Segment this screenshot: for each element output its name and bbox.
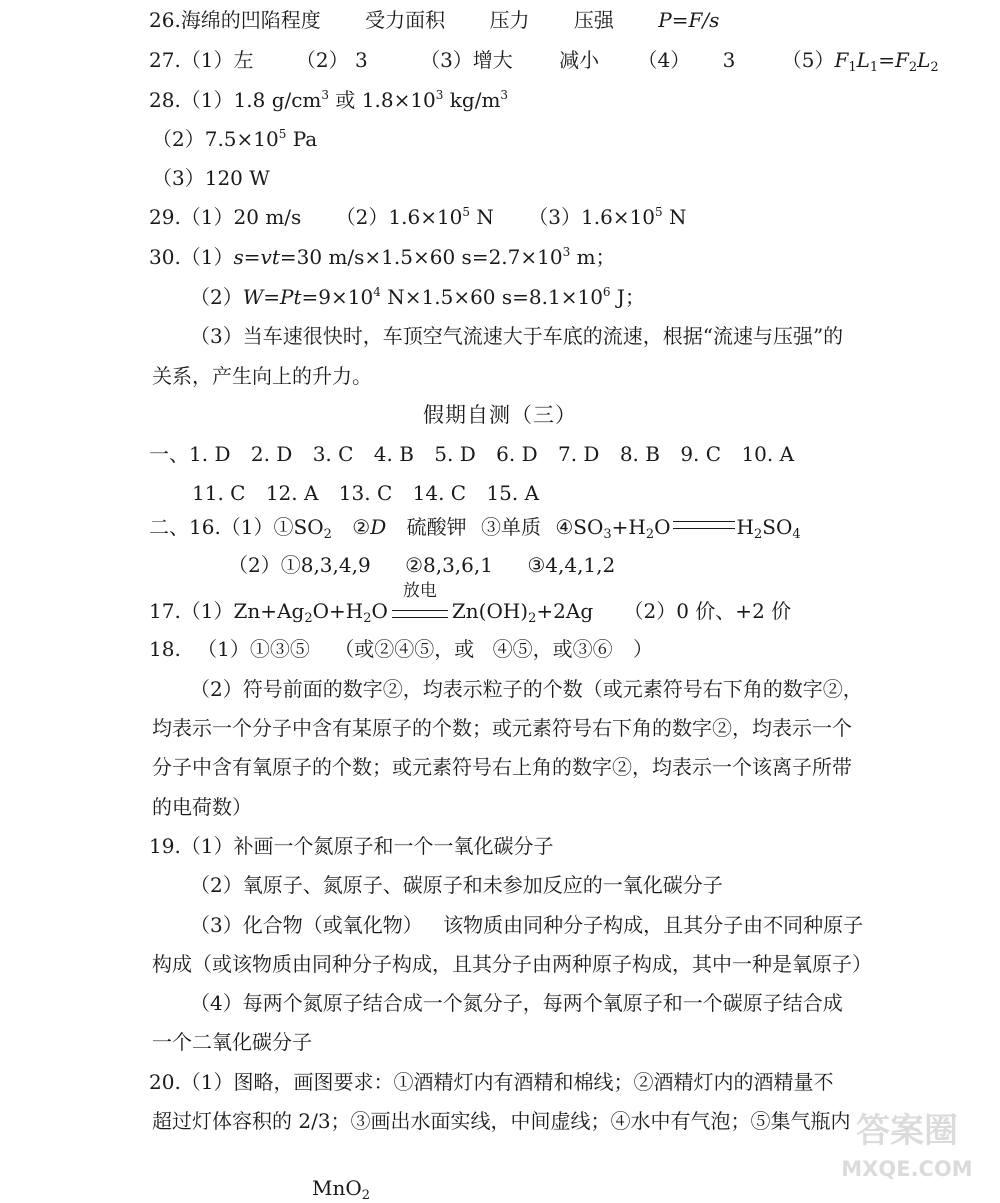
answer-28-1 <box>149 88 508 112</box>
answer-18-2-cont-2 <box>152 755 852 779</box>
q-number: 18. <box>149 637 181 661</box>
superscript: 5 <box>462 205 471 219</box>
reaction-condition <box>392 581 448 618</box>
answer-text: 硫酸钾 <box>406 515 467 539</box>
mc-answer: 8. B <box>619 442 660 466</box>
answer-19-1 <box>149 834 554 858</box>
answer-17 <box>149 581 792 626</box>
answer-text: （3）增大 <box>420 48 513 72</box>
answer-text: O <box>654 515 671 539</box>
answer-text: （3）当车速很快时，车顶空气流速大于车底的流速，根据“流速与压强”的 <box>190 324 844 348</box>
answer-30-3 <box>190 324 843 348</box>
answer-text: ④⑤，或③⑥ <box>492 637 613 661</box>
answer-16-2 <box>228 553 615 577</box>
answer-text: （2） <box>190 285 243 309</box>
catalyst-label <box>312 1176 371 1203</box>
answer-text: 一个二氧化碳分子 <box>152 1030 312 1054</box>
answer-text: =9×10 <box>301 285 374 309</box>
answer-text: 构成（或该物质由同种分子构成，且其分子由两种原子构成，其中一种是氧原子） <box>152 952 872 976</box>
mc-answer: 14. C <box>412 481 467 505</box>
answer-text: 关系，产生向上的升力。 <box>152 364 372 388</box>
answer-text: Pa <box>286 127 318 151</box>
formula: L <box>917 48 931 72</box>
equals-sign <box>392 610 448 618</box>
q-number: 26. <box>149 8 181 32</box>
answer-text: 减小 <box>559 48 600 72</box>
answer-text: 二、16.（1）①SO <box>149 515 324 539</box>
superscript: 3 <box>435 88 444 102</box>
answer-text: （3）1.6×10 <box>528 205 656 229</box>
answer-text: （2）氧原子、氮原子、碳原子和未参加反应的一氧化碳分子 <box>190 873 723 897</box>
answer-text: ②8,3,6,1 <box>405 553 493 577</box>
subscript: 3 <box>603 527 612 542</box>
mc-answer: 7. D <box>557 442 600 466</box>
answer-text: N <box>662 205 687 229</box>
answer-30-1 <box>149 245 616 269</box>
formula: s=vt <box>233 245 280 269</box>
answer-text: +2Ag <box>536 599 594 623</box>
answer-text: 均表示一个分子中含有某原子的个数；或元素符号右下角的数字②，均表示一个 <box>152 716 852 740</box>
answer-text: （1）①③⑤ <box>197 637 310 661</box>
answer-text: O+H <box>312 599 364 623</box>
answer-text: ③4,4,1,2 <box>527 553 616 577</box>
answer-text: （2） 3 <box>295 48 368 72</box>
subscript: 2 <box>528 611 537 626</box>
answer-27 <box>149 48 939 75</box>
answer-text: 压力 <box>489 8 530 32</box>
mc-answer: 9. C <box>680 442 722 466</box>
superscript: 4 <box>373 285 381 299</box>
subscript: 2 <box>930 60 939 75</box>
answer-18-2-cont-3 <box>152 795 252 819</box>
answer-18-2 <box>190 677 863 701</box>
answer-text: J； <box>610 285 645 309</box>
subscript: 4 <box>792 527 801 542</box>
answer-text: （2）7.5×10 <box>152 127 279 151</box>
answer-text: （4） <box>637 48 691 72</box>
mc-answer: 5. D <box>434 442 476 466</box>
subscript: 2 <box>645 527 655 542</box>
mc-answer: 3. C <box>312 442 354 466</box>
answer-text: Zn(OH) <box>451 599 529 623</box>
answer-text: （2）符号前面的数字②，均表示粒子的个数（或元素符号右下角的数字②， <box>190 677 863 701</box>
condition-label: 放电 <box>402 581 437 601</box>
answer-19-3-cont <box>152 952 872 976</box>
answer-text: m； <box>570 245 616 269</box>
answer-text: （2）0 价、+2 价 <box>623 599 792 623</box>
answer-text: 20.（1）图略，画图要求：①酒精灯内有酒精和棉线；②酒精灯内的酒精量不 <box>149 1070 834 1094</box>
answer-text: （3）120 W <box>152 166 270 190</box>
mc-answers-row-1 <box>149 442 794 466</box>
answer-text: 的电荷数） <box>152 795 252 819</box>
answer-text: （4）每两个氮原子结合成一个氮分子，每两个氧原子和一个碳原子结合成 <box>190 991 843 1015</box>
answer-19-4-cont <box>152 1030 312 1054</box>
mc-answer: 12. A <box>265 481 319 505</box>
answer-19-2 <box>190 873 723 897</box>
answer-19-4 <box>190 991 843 1015</box>
answer-20-1-cont <box>152 1109 851 1133</box>
superscript: 3 <box>562 245 571 259</box>
answer-text: 该物质由同种分子构成，且其分子由不同种原子 <box>443 913 864 937</box>
subscript: 1 <box>869 60 879 75</box>
answer-26 <box>149 8 719 32</box>
watermark-url: MXQE.COM <box>841 1157 973 1181</box>
answer-text: （2）1.6×10 <box>335 205 463 229</box>
answer-text: kg/m <box>443 88 501 112</box>
answer-text: 分子中含有氧原子的个数；或元素符号右上角的数字②，均表示一个该离子所带 <box>152 755 852 779</box>
subscript: 2 <box>363 611 372 626</box>
mc-answer: 一、1. D <box>149 442 231 466</box>
answer-18-1 <box>149 637 653 661</box>
mc-answer: 15. A <box>486 481 540 505</box>
watermark-graphic <box>832 1106 982 1186</box>
answer-text: 压强 <box>573 8 614 32</box>
watermark-logo <box>832 1106 982 1186</box>
mc-answer: 2. D <box>250 442 293 466</box>
mc-answer: 13. C <box>338 481 393 505</box>
formula: =F <box>878 48 909 72</box>
answer-text: 海绵的凹陷程度 <box>180 8 321 32</box>
mc-answer: 4. B <box>373 442 414 466</box>
answer-30-3-cont <box>152 364 372 388</box>
answer-text: 受力面积 <box>365 8 446 32</box>
subscript: 2 <box>304 611 313 626</box>
answer-text: ② <box>352 515 371 539</box>
answer-text: （2）①8,3,4,9 <box>228 553 371 577</box>
answer-text: 28.（1）1.8 g/cm <box>149 88 322 112</box>
answer-text: 或 1.8×10 <box>329 88 436 112</box>
watermark-chars: 答案圈 <box>856 1111 958 1151</box>
answer-20-1 <box>149 1070 834 1094</box>
subscript: 1 <box>848 60 857 75</box>
superscript: 6 <box>602 285 611 299</box>
answer-text: N <box>470 205 494 229</box>
formula: F <box>834 48 849 72</box>
mc-answer: 6. D <box>496 442 538 466</box>
answer-text: =30 m/s×1.5×60 s=2.7×10 <box>279 245 563 269</box>
q-number: 27. <box>149 48 181 72</box>
answer-28-3 <box>152 166 270 190</box>
answer-text: 19.（1）补画一个氮原子和一个一氧化碳分子 <box>149 834 554 858</box>
formula: D <box>370 515 387 539</box>
answer-text: （3）化合物（或氧化物） <box>190 913 423 937</box>
formula: L <box>856 48 870 72</box>
superscript: 5 <box>278 127 287 141</box>
mc-answer: 10. A <box>741 442 795 466</box>
superscript: 5 <box>655 205 663 219</box>
answer-text: 29.（1）20 m/s <box>149 205 302 229</box>
answer-text: O <box>371 599 388 623</box>
answer-text: +H <box>611 515 646 539</box>
formula: P=F/s <box>658 8 720 32</box>
answer-text: 17.（1）Zn+Ag <box>149 599 305 623</box>
answer-30-2 <box>190 285 645 309</box>
answer-29 <box>149 205 687 229</box>
mc-answer: 11. C <box>192 481 246 505</box>
answer-text: H <box>736 515 754 539</box>
section-heading: 假期自测（三） <box>423 403 577 427</box>
answer-text: 超过灯体容积的 2/3；③画出水面实线，中间虚线；④水中有气泡；⑤集气瓶内 <box>152 1109 851 1133</box>
equals-sign <box>673 521 735 529</box>
answer-text: MnO <box>312 1176 362 1200</box>
answer-text: 3 <box>722 48 736 72</box>
answer-text: SO <box>762 515 793 539</box>
formula: W=Pt <box>242 285 302 309</box>
answer-text: N×1.5×60 s=8.1×10 <box>380 285 603 309</box>
mc-answers-row-2 <box>192 481 539 505</box>
subscript: 2 <box>323 527 332 542</box>
answer-text: ③单质 <box>480 515 541 539</box>
answer-19-3 <box>190 913 863 937</box>
answer-16-1 <box>149 515 801 542</box>
answer-text: （1）左 <box>180 48 254 72</box>
answer-text: （5） <box>781 48 835 72</box>
answer-28-2 <box>152 127 317 151</box>
answer-text: ） <box>632 637 653 661</box>
subscript: 2 <box>908 60 918 75</box>
superscript: 3 <box>500 88 509 102</box>
answer-text: 30.（1） <box>149 245 234 269</box>
superscript: 3 <box>321 88 330 102</box>
subscript: 2 <box>754 527 763 542</box>
answer-text: ④SO <box>555 515 604 539</box>
answer-18-2-cont-1 <box>152 716 852 740</box>
answer-text: （或②④⑤，或 <box>334 637 475 661</box>
subscript: 2 <box>361 1188 371 1203</box>
